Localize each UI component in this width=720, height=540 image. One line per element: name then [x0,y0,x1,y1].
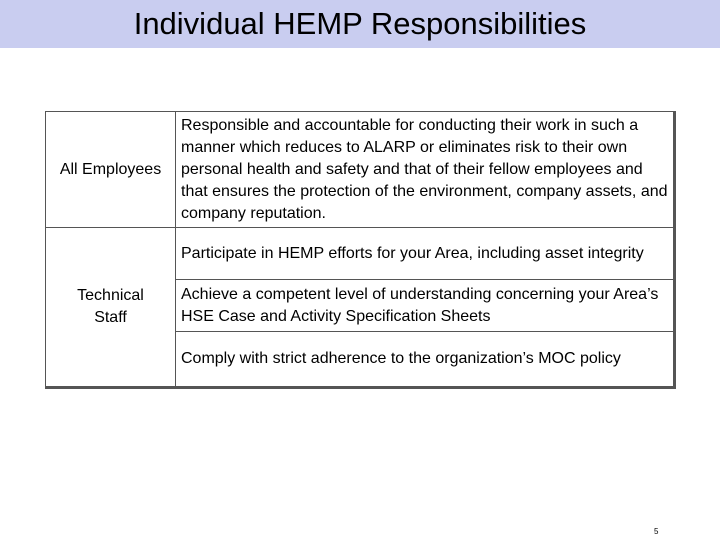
responsibility-hse-case: Achieve a competent level of understanding concerning your Area’s HSE Case and Activity Specification Sheets [176,280,675,332]
table-row [46,228,675,280]
slide-title: Individual HEMP Responsibilities [133,6,587,41]
role-all-employees: All Employees [46,112,176,228]
responsibilities-table [45,111,676,389]
responsibility-all-employees: Responsible and accountable for conducting their work in such a manner which reduces to ALARP or eliminates risk to their own personal health and safety and that of their fellow employees and that ensures the protection of the environment, company assets, and company reputation. [176,112,675,228]
page-number: 5 [654,527,659,536]
table-row [46,112,675,228]
responsibility-hemp-efforts: Participate in HEMP efforts for your Area, including asset integrity [176,228,675,280]
responsibility-moc-policy: Comply with strict adherence to the organization’s MOC policy [176,332,675,388]
role-technical-staff: Technical Staff [46,228,176,388]
